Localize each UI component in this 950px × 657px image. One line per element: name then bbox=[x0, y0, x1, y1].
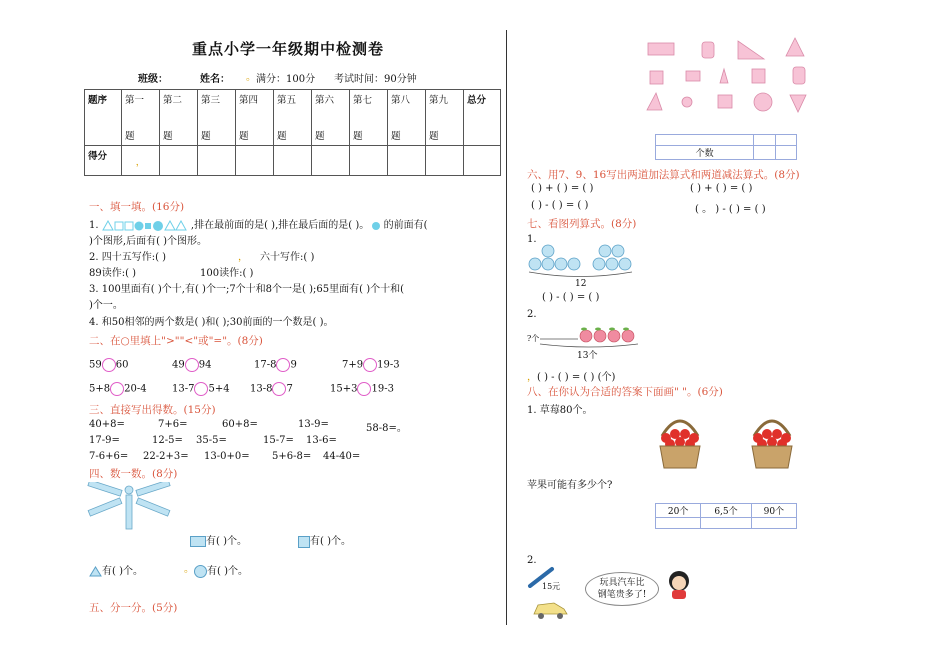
girl-avatar-icon bbox=[666, 570, 692, 600]
s4-q1: 有( )个。 bbox=[190, 532, 247, 547]
s3-title: 三、直接写出得数。(15分) bbox=[89, 404, 216, 416]
s3-r2c5: 13-6= bbox=[306, 435, 337, 446]
circle-icon bbox=[194, 565, 207, 578]
circle-dot-icon bbox=[372, 222, 380, 230]
s3-r3c1: 7-6+6= bbox=[89, 451, 129, 462]
score-row2-label: 得分 bbox=[85, 146, 122, 176]
s7-q1-eq: ( ) - ( ) = ( ) bbox=[542, 292, 600, 303]
s3-r3c3: 13-0+0= bbox=[204, 451, 250, 462]
info-class: 班级： bbox=[138, 74, 168, 85]
s2-item-6: 13-7 5+4 bbox=[172, 383, 230, 395]
count-label: 个数 bbox=[656, 146, 754, 160]
info-dot: 。 bbox=[246, 72, 256, 83]
score-col-6: 第六 题 bbox=[312, 90, 350, 146]
s3-r1c5: 58-8=。 bbox=[366, 423, 407, 434]
s2-item-2: 49 94 bbox=[172, 359, 212, 371]
shapes-count-table bbox=[655, 134, 797, 160]
s2-item-5: 5+8 20-4 bbox=[89, 383, 147, 395]
score-row1-label: 题序 bbox=[85, 90, 122, 146]
page-title: 重点小学一年级期中检测卷 bbox=[192, 40, 385, 58]
strawberry-basket-icon bbox=[656, 412, 704, 472]
s7-q2-total: 13个 bbox=[577, 351, 598, 361]
shape-sequence-icon bbox=[102, 220, 188, 231]
peaches-figure-icon bbox=[538, 324, 646, 350]
solid-shapes-figure-icon bbox=[640, 35, 815, 117]
s1-line7: 4. 和50相邻的两个数是( )和( );30前面的一个数是( )。 bbox=[89, 317, 334, 328]
s1-line1: 1. ,排在最前面的是( ),排在最后面的是( )。 的前面有( bbox=[89, 220, 428, 231]
s2-item-8: 15+3 19-3 bbox=[330, 383, 394, 395]
score-col-3: 第三 题 bbox=[198, 90, 236, 146]
s3-r2c4: 15-7= bbox=[263, 435, 294, 446]
score-col-4: 第四 题 bbox=[236, 90, 274, 146]
s3-r2c1: 17-9= bbox=[89, 435, 120, 446]
speech-bubble: 玩具汽车比 钢笔贵多了! bbox=[585, 572, 659, 606]
score-col-1: 第一 题 bbox=[122, 90, 160, 146]
triangle-icon bbox=[89, 566, 102, 577]
square-icon bbox=[298, 536, 310, 548]
s3-r3c2: 22-2+3= bbox=[143, 451, 189, 462]
score-col-7: 第七 题 bbox=[350, 90, 388, 146]
s3-r2c3: 35-5= bbox=[196, 435, 227, 446]
s2-item-4: 7+9 19-3 bbox=[342, 359, 400, 371]
s3-r1c1: 40+8= bbox=[89, 419, 125, 430]
s5-title: 五、分一分。(5分) bbox=[89, 602, 178, 614]
rect-small-icon bbox=[190, 536, 206, 547]
s2-title: 二、在○里填上">""<"或"="。(8分) bbox=[89, 335, 263, 347]
s7-q2-left: ?个 bbox=[527, 334, 540, 343]
s3-r1c2: 7+6= bbox=[158, 419, 188, 430]
s1-line4b: 100读作:( ) bbox=[200, 268, 254, 279]
s4-q2: 有( )个。 bbox=[298, 532, 351, 548]
s4-q4: 有( )个。 bbox=[194, 562, 248, 578]
s6-r1a: ( ) + ( ) = ( ) bbox=[531, 183, 594, 194]
s3-r3c5: 44-40= bbox=[323, 451, 361, 462]
option-3[interactable]: 90个 bbox=[751, 504, 796, 518]
info-time: 考试时间：90分钟 bbox=[334, 74, 417, 85]
s7-q1: 1. bbox=[527, 234, 537, 245]
option-2[interactable]: 6,5个 bbox=[701, 504, 751, 518]
score-col-9: 第九 题 bbox=[426, 90, 464, 146]
answer-options-table bbox=[655, 503, 797, 529]
s8-title: 八、在你认为合适的答案下面画" "。(6分) bbox=[527, 386, 723, 398]
s1-title: 一、填一填。(16分) bbox=[89, 201, 185, 213]
s6-r2a: ( ) - ( ) = ( ) bbox=[531, 200, 589, 211]
option-1[interactable]: 20个 bbox=[656, 504, 701, 518]
s1-line4a: 89读作:( ) bbox=[89, 268, 137, 279]
page-divider bbox=[506, 30, 507, 625]
s3-r1c4: 13-9= bbox=[298, 419, 329, 430]
s4-title: 四、数一数。(8分) bbox=[89, 468, 178, 480]
s6-r1b: ( ) + ( ) = ( ) bbox=[690, 183, 753, 194]
dragonfly-figure-icon bbox=[86, 482, 172, 530]
score-table bbox=[84, 89, 501, 176]
score-col-5: 第五 题 bbox=[274, 90, 312, 146]
s4-dot: 。 bbox=[184, 564, 194, 575]
score-total: 总分 bbox=[464, 90, 501, 146]
s1-line2: )个图形,后面有( )个图形。 bbox=[89, 236, 208, 247]
s7-q2-mark: ， bbox=[527, 372, 537, 383]
s6-title: 六、用7、9、16写出两道加法算式和两道减法算式。(8分) bbox=[527, 169, 800, 181]
s2-item-3: 17-8 9 bbox=[254, 359, 297, 371]
score-row2-mark: ， bbox=[122, 146, 160, 176]
s1-line3a: 2. 四十五写作:( ) bbox=[89, 252, 167, 263]
toy-car-icon bbox=[530, 596, 570, 622]
s1-line6: )个一。 bbox=[89, 300, 123, 311]
score-col-8: 第八 题 bbox=[388, 90, 426, 146]
s1-line5: 3. 100里面有( )个十,有( )个一;7个十和8个一是( );65里面有( )个十和( bbox=[89, 284, 404, 295]
info-name: 姓名： bbox=[200, 74, 230, 85]
s6-r2b: ( 。 ) - ( ) = ( ) bbox=[695, 204, 766, 215]
s3-r1c3: 60+8= bbox=[222, 419, 258, 430]
s2-item-7: 13-8 7 bbox=[250, 383, 293, 395]
s8-q1: 1. 草莓80个。 bbox=[527, 405, 593, 416]
s3-r2c2: 12-5= bbox=[152, 435, 183, 446]
s8-q1-question: 苹果可能有多少个? bbox=[527, 480, 613, 491]
pen-price: 15元 bbox=[542, 582, 561, 591]
s7-q2: 2. bbox=[527, 309, 537, 320]
score-col-2: 第二 题 bbox=[160, 90, 198, 146]
info-score: 满分：100分 bbox=[256, 74, 316, 85]
s7-q2-eq: ( ) - ( ) = ( ) (个) bbox=[537, 372, 616, 383]
s1-line3-mark: ， bbox=[238, 252, 248, 263]
s2-item-1: 59 60 bbox=[89, 359, 129, 371]
s3-r3c4: 5+6-8= bbox=[272, 451, 312, 462]
apple-basket-icon bbox=[748, 412, 796, 472]
s7-q1-total: 12 bbox=[575, 279, 587, 289]
s1-line3b: 六十写作:( ) bbox=[260, 252, 315, 263]
s4-q3: 有( )个。 bbox=[89, 562, 143, 577]
s7-title: 七、看图列算式。(8分) bbox=[527, 218, 637, 230]
s8-q2: 2. bbox=[527, 555, 537, 566]
balls-figure-icon bbox=[526, 243, 636, 279]
